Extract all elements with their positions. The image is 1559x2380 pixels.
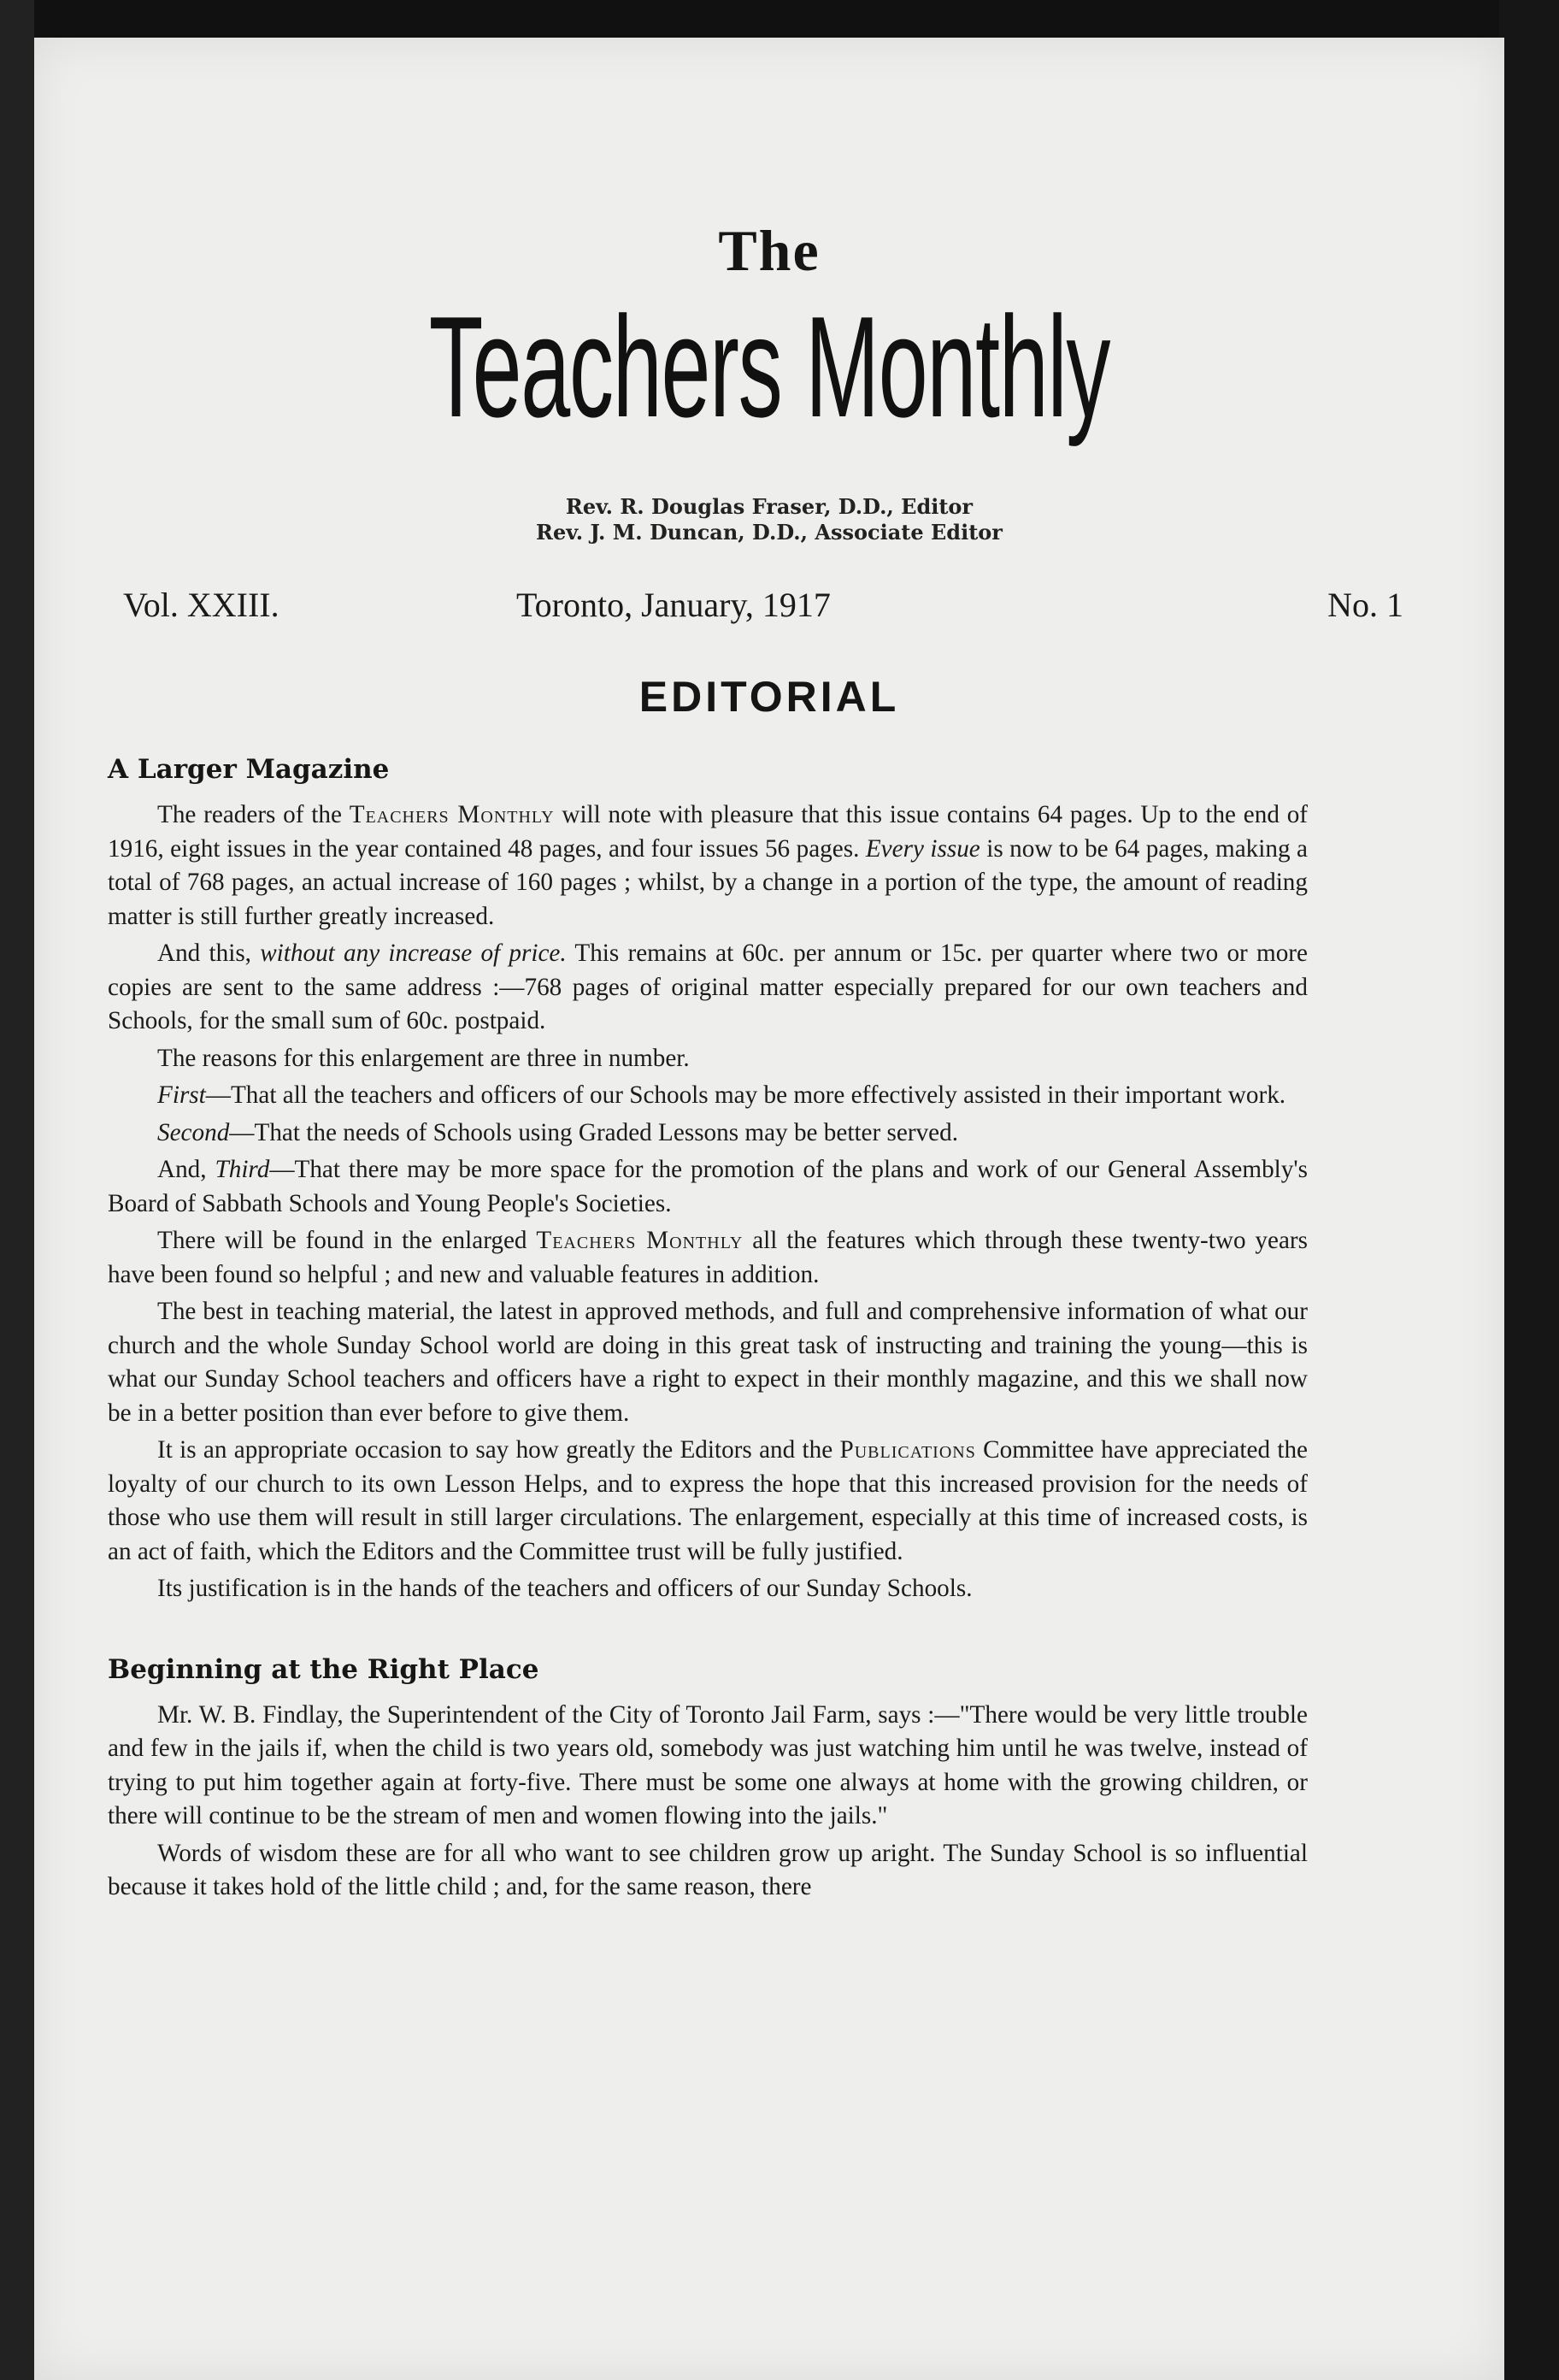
volume-label: Vol. XXIII. (123, 586, 279, 624)
paragraph (108, 1079, 1308, 1113)
paragraph: Its justification is in the hands of the teachers and officers of our Sunday Schools. (157, 1575, 973, 1602)
document-page (34, 38, 1504, 2380)
text-run: —That the needs of Schools using Graded Lessons may be better served. (229, 1118, 959, 1146)
paragraph (108, 1224, 1308, 1292)
magazine-name-smallcaps: Teachers Monthly (349, 801, 555, 828)
text-run: And this, (157, 940, 261, 967)
text-run: is now to be 64 pages, making a total of 768 pages, an actual increase of 160 pages ; whilst, by a change in a portion of the type, the amount of reading matter is still further greatly increased. (108, 834, 1308, 930)
text-run: And, (157, 1156, 215, 1183)
magazine-title: Teachers Monthly (428, 286, 1110, 447)
masthead-the: The (718, 218, 821, 283)
magazine-name-smallcaps: Teachers Monthly (536, 1227, 744, 1254)
paragraph (108, 798, 1308, 934)
text-run: There will be found in the enlarged (157, 1227, 537, 1254)
paragraph: Words of wisdom these are for all who want to see children grow up aright. The Sunday School is so influential because it takes hold of the little child ; and, for the same reason, there (108, 1839, 1308, 1900)
text-run: —That all the teachers and officers of our Schools may be more effectively assisted in their important work. (205, 1081, 1286, 1109)
section-title-larger-magazine: A Larger Magazine (108, 754, 390, 785)
scan-border-left (0, 0, 34, 2380)
text-run: Committee have appreciated the loyalty of our church to its own Lesson Helps, and to express the hope that this increased provision for the needs of those who use them will result in still larger circulations. The enlargement, especially at this time of increased costs, is an act of faith, which the Editors and the Committee trust will be fully justified. (108, 1436, 1309, 1565)
editors-block (34, 494, 1504, 545)
text-run: —That there may be more space for the promotion of the plans and work of our General Assembly's Board of Sabbath Schools and Young People's Societies. (108, 1156, 1308, 1217)
paragraph (108, 937, 1308, 1039)
scan-border-right (1499, 0, 1559, 2380)
text-run: all the features which through these twenty-two years have been found so helpful ; and new and valuable features in addition. (108, 1227, 1308, 1288)
paragraph: Mr. W. B. Findlay, the Superintendent of the City of Toronto Jail Farm, says :—"There would be very little trouble and few in the jails if, when the child is two years old, somebody was just watching him until he was twelve, instead of trying to put him together again at forty-five. There must be some one always at home with the growing children, or there will continue to be the stream of men and women flowing into the jails." (108, 1700, 1308, 1829)
paragraph: The best in teaching material, the latest in approved methods, and full and comprehensive information of what our church and the whole Sunday School world are doing in this great task of instructing and training the young—this is what our Sunday School teachers and officers have a right to expect in their monthly magazine, and this we shall now be in a better position than ever before to give them. (108, 1298, 1308, 1427)
scan-border-top (0, 0, 1559, 41)
editorial-heading: EDITORIAL (638, 673, 900, 721)
publications-smallcaps: Publications (839, 1436, 976, 1464)
issue-number: No. 1 (1327, 586, 1403, 624)
editor-line: Rev. R. Douglas Fraser, D.D., Editor (565, 494, 974, 519)
italic-text: Every issue (865, 834, 980, 863)
italic-text: Third (215, 1156, 270, 1183)
text-run: will note with pleasure that this issue contains 64 pages. Up to the end of 1916, eight issues in the year contained 48 pages, and four issues 56 pages. (108, 801, 1309, 863)
text-run: This remains at 60c. per annum or 15c. per quarter where two or more copies are sent to the same address :—768 pages of original matter especially prepared for our own teachers and Schools, for the small sum of 60c. postpaid. (108, 940, 1308, 1034)
paragraph: The reasons for this enlargement are three in number. (157, 1044, 690, 1072)
text-run: It is an appropriate occasion to say how greatly the Editors and the (157, 1436, 840, 1464)
paragraph (108, 1153, 1308, 1221)
place-date: Toronto, January, 1917 (516, 586, 831, 624)
section-title-right-place: Beginning at the Right Place (108, 1653, 539, 1685)
text-run: The readers of the (157, 801, 350, 828)
italic-text: without any increase of price. (260, 940, 567, 967)
associate-editor-line: Rev. J. M. Duncan, D.D., Associate Editor (536, 520, 1003, 545)
issue-line (123, 585, 1403, 633)
italic-text: First (157, 1081, 206, 1109)
article-body (108, 754, 1308, 1908)
paragraph (108, 1434, 1308, 1569)
paragraph (108, 1116, 1308, 1151)
section-spacer (108, 1610, 1308, 1654)
italic-text: Second (157, 1118, 230, 1146)
